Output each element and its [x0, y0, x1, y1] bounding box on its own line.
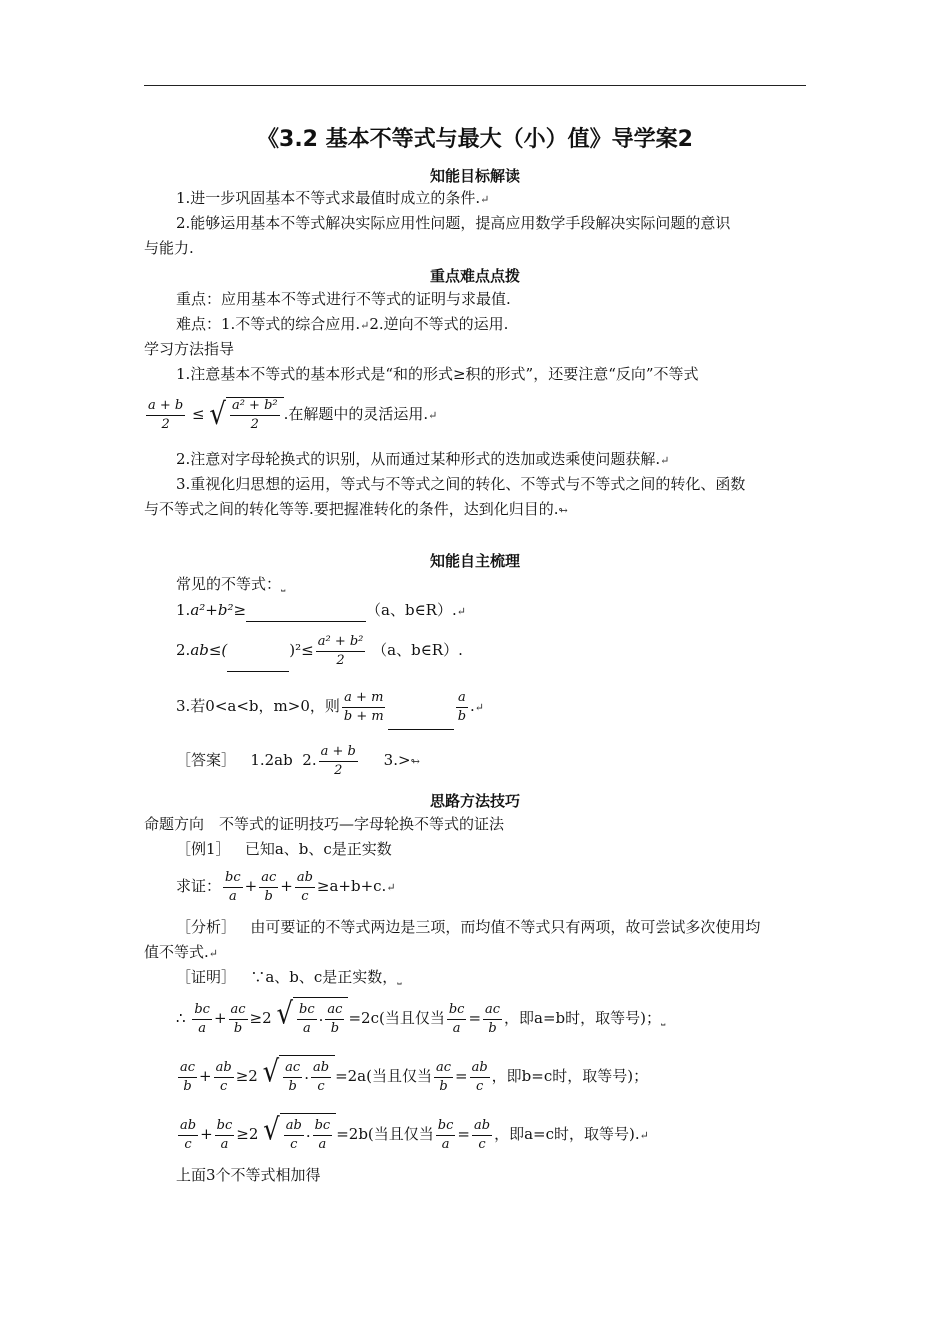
study-heading: 学习方法指导 [144, 340, 235, 358]
review-intro: 常见的不等式：⎵ [176, 575, 286, 593]
header-rule [144, 85, 806, 86]
review-answer: ［答案］ 1.2ab 2. $\frac{a + b}{2}$ 3.>↬ [176, 743, 420, 778]
method-direction: 命题方向 不等式的证明技巧—字母轮换不等式的证法 [144, 815, 505, 833]
key-focus: 重点：应用基本不等式进行不等式的证明与求最值. [176, 290, 511, 308]
study-item-1: 1.注意基本不等式的基本形式是“和的形式≥积的形式”，还要注意“反向”不等式 [176, 365, 699, 383]
sqrt-mean-square: √ $\frac{\text{a² + b²}}{2}$ [209, 397, 283, 433]
section-heading-goals: 知能目标解读 [429, 167, 520, 185]
review-q2: 2.ab≤( )²≤ $\frac{\text{a² + b²}}{2}$ （a、b∈R）. [176, 628, 463, 672]
analysis: ［分析］ 由可要证的不等式两边是三项，而均值不等式只有两项，故可尝试多次使用均 [176, 918, 761, 936]
proof-step-2: $\frac{ac}{b}$ + $\frac{ab}{c}$ ≥2 √ $\frac{ac}{b}$ · $\frac{ab}{c}$ =2a(当且仅当 $\frac{ac}{b}$ = $\frac{ab}{c}$ ，即b=c时，取等号)； [176, 1054, 648, 1100]
answer-blank-2[interactable] [227, 641, 289, 672]
proof-intro: ［证明］ ∵a、b、c是正实数，⎵ [176, 968, 402, 986]
review-q3: 3.若0<a<b，m>0，则 $\frac{a + m}{b + m}$ $\frac{a}{b}$ .↵ [176, 684, 484, 730]
goal-item-2: 2.能够运用基本不等式解决实际应用性问题，提高应用数学手段解决实际问题的意识 [176, 214, 731, 232]
proof-summary: 上面3个不等式相加得 [176, 1166, 321, 1184]
page-title: 《3.2 基本不等式与最大（小）值》导学案2 [257, 127, 693, 152]
goal-item-1: 1.进一步巩固基本不等式求最值时成立的条件.↵ [176, 189, 490, 207]
section-heading-key: 重点难点点拨 [429, 267, 520, 285]
analysis-cont: 值不等式.↵ [144, 943, 218, 961]
answer-blank-1[interactable] [246, 621, 366, 622]
study-item-2: 2.注意对字母轮换式的识别，从而通过某种形式的迭加或迭乘使问题获解.↵ [176, 450, 670, 468]
answer-blank-3[interactable] [388, 699, 454, 730]
example-1: ［例1］ 已知a、b、c是正实数 [176, 840, 392, 858]
section-heading-method: 思路方法技巧 [429, 792, 520, 810]
goal-item-2-cont: 与能力. [144, 239, 194, 257]
study-item-3: 3.重视化归思想的运用，等式与不等式之间的转化、不等式与不等式之间的转化、函数 [176, 475, 746, 493]
key-difficulty: 难点：1.不等式的综合应用.↵2.逆向不等式的运用. [176, 315, 509, 333]
proof-step-1: ∴ $\frac{bc}{a}$ + $\frac{ac}{b}$ ≥2 √ $\frac{bc}{a}$ · $\frac{ac}{b}$ =2c(当且仅当 $\frac{bc}{a}$ = $\frac{ac}{b}$ ，即a=b时，取等号)；⎵ [176, 996, 665, 1042]
study-item-3-cont: 与不等式之间的转化等等.要把握准转化的条件，达到化归目的.↬ [144, 500, 568, 518]
section-heading-review: 知能自主梳理 [429, 552, 520, 570]
proof-step-3: $\frac{ab}{c}$ + $\frac{bc}{a}$ ≥2 √ $\frac{ab}{c}$ · $\frac{bc}{a}$ =2b(当且仅当 $\frac{bc}{a}$ = $\frac{ab}{c}$ ，即a=c时，取等号).↵ [176, 1112, 649, 1158]
example-prove: 求证： $\frac{bc}{a}$ + $\frac{ac}{b}$ + $\frac{ab}{c}$ ≥a+b+c.↵ [176, 869, 396, 904]
study-item-1-formula: $\frac{a + b}{2}$ ≤ √ $\frac{\text{a² + b²}}{2}$ .在解题中的灵活运用.↵ [148, 397, 438, 433]
review-q1: 1.a²+b²≥ （a、b∈R）.↵ [176, 600, 466, 622]
frac-a-plus-b-over-2: $\frac{a + b}{2}$ [148, 397, 184, 432]
